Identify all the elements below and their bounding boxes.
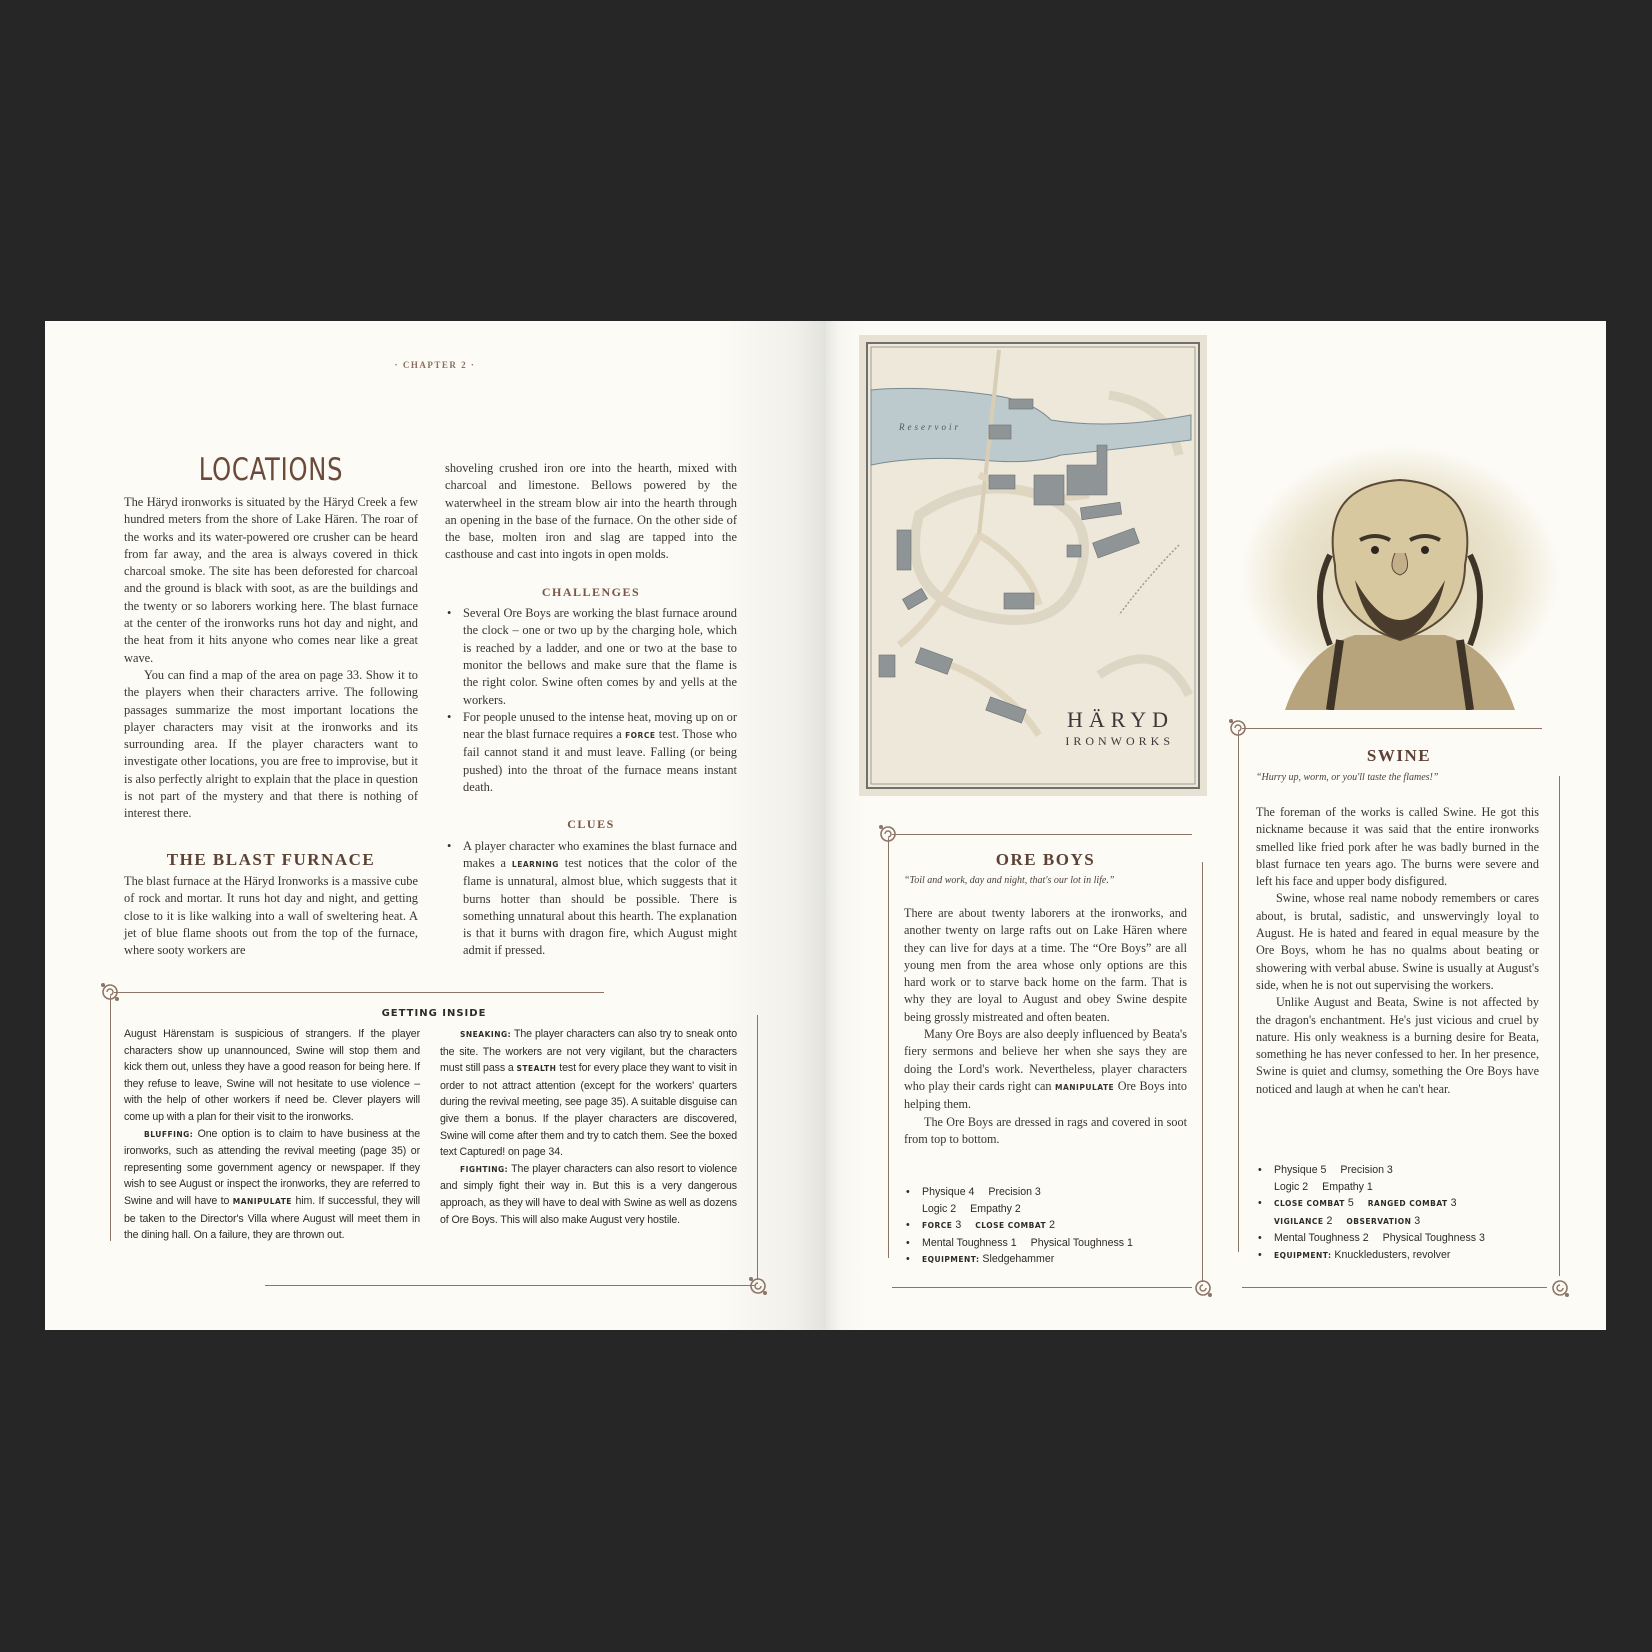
text-segment: The player characters can also resort to violence and simply fight their way in. But this is a very dangerous approach, as they will have to deal with Swine as well as dozens of Ore Boys. This will also make August very hostile. [440, 1162, 737, 1226]
map-illustration [859, 335, 1207, 796]
stat-bullet [904, 1235, 1187, 1252]
stat-value: Empathy 2 [970, 1202, 1021, 1215]
chapter-header: · CHAPTER 2 · [394, 360, 476, 370]
text-segment: The foreman of the works is called Swine. He got this nickname because it was said that the entire ironworks smelled like fried pork after he was badly burned in the blast furnace ten years ago. The burns were severe and left his face and upper body disfigured. [1256, 805, 1539, 889]
stat-value: 3 [1447, 1197, 1457, 1210]
text-segment: test. Those who fail cannot stand it and must leave. Falling (or being pushed) into the throat of the furnace means instant death. [463, 727, 737, 795]
paragraph [1256, 890, 1539, 994]
stat-value: Physique 4 [922, 1186, 975, 1198]
stat-value: Empathy 1 [1322, 1180, 1373, 1193]
paragraph [440, 1026, 737, 1161]
game-term: MANIPULATE [232, 1196, 292, 1206]
swirl-ornament-icon [98, 980, 122, 1004]
text-segment: Several Ore Boys are working the blast furnace around the clock – one or two up by the charging hole, which is reached by a ladder, and one or two at the base to monitor the bellows and make sure that the flame is the right color. Swine often comes by and yells at the workers. [463, 606, 737, 707]
paragraph [904, 1026, 1187, 1113]
stat-line [1274, 1162, 1539, 1179]
swine-box [1228, 716, 1570, 1300]
stat-bullet [904, 1251, 1187, 1269]
stat-value: Physical Toughness 3 [1382, 1232, 1485, 1245]
locations-title: LOCATIONS [198, 452, 344, 488]
stat-line [1274, 1213, 1539, 1231]
text-segment: A player character who examines the blast furnace and makes a [463, 838, 737, 870]
game-term: STEALTH [516, 1064, 557, 1074]
text-segment: One option is to claim to have business at the ironworks, such as attending the revival meeting (page 35) or representing some government agency or newspaper. If they wish to see August or inspect the ironworks, they are referred to Swine and will have to [124, 1127, 420, 1207]
stat-label: CLOSE COMBAT [975, 1221, 1047, 1231]
stat-bullet [1256, 1195, 1539, 1230]
stat-value: Mental Toughness 2 [1274, 1232, 1369, 1245]
text-segment: test for every place they want to visit in order to not attract attention (except for the workers' quarters during the revival meeting, see page 35). A suitable disguise can give them a bonus. If the player characters are discovered, Swine will come after them and try to catch them. See the boxed text Captured! on page 34. [440, 1062, 738, 1159]
paragraph: The Häryd ironworks is situated by the Häryd Creek a few hundred meters from the shore of Lake Hären. The roar of the works and its water-powered ore crusher can be heard from far away, and the area is always covered in thick charcoal smoke. The site has been deforested for charcoal and the ground is black with soot, as are the buildings and the twenty or so laborers working here. The blast furnace at the center of the ironworks runs hot day and night, and the heat from it hits anyone who comes near like a great wave. [124, 495, 418, 665]
text-segment: test notices that the color of the flame is unnatural, almost blue, which suggests that it burns hotter than should be possible. There is something unnatural about this hearth. The explanation is that it burns with dragon fire, which August might admit if pressed. [463, 855, 737, 958]
stat-line [922, 1235, 1187, 1252]
challenges-title: CHALLENGES [541, 584, 641, 599]
paragraph [904, 905, 1187, 1026]
list-item [445, 838, 737, 960]
stat-value: 5 [1344, 1197, 1354, 1210]
list-item [445, 605, 737, 709]
stat-label: CLOSE COMBAT [1274, 1199, 1345, 1209]
stat-line [1274, 1179, 1539, 1196]
stat-label: FORCE [922, 1221, 953, 1231]
paragraph: You can find a map of the area on page 33. Show it to the players when their characters arrive. The following passages summarize the most important locations the player characters may visit at the ironworks and its surrounding area. If the player characters want to investigate other locations, you are free to improvise, but it is also perfectly alright to explain that the place in question is not part of the mystery and that there is nothing of interest there. [124, 667, 418, 821]
text-segment: him. If successful, they will be taken to the Director's Villa where August will meet them in the dining hall. On a failure, they are thrown out. [124, 1194, 420, 1242]
stat-bullet [1256, 1162, 1539, 1195]
paragraph [440, 1161, 737, 1228]
paragraph [1256, 804, 1539, 890]
paragraph: The blast furnace at the Häryd Ironworks is a massive cube of rock and mortar. It runs hot day and night, and getting close to it is like walking into a wall of sweltering heat. A jet of blue flame shoots out from the top of the furnace, where sooty workers are [124, 874, 418, 958]
stat-line [1274, 1195, 1539, 1213]
stat-bullet [1256, 1230, 1539, 1247]
stat-value: Logic 2 [922, 1202, 957, 1215]
stat-value: 3 [1411, 1214, 1421, 1227]
getting-inside-col-2 [440, 1026, 737, 1228]
swirl-ornament-icon [1548, 1276, 1572, 1300]
stat-label: VIGILANCE [1274, 1216, 1324, 1226]
swine-quote: “Hurry up, worm, or you'll taste the flames!” [1256, 772, 1439, 783]
stat-value: Knuckledusters, revolver [1331, 1248, 1451, 1261]
list-item [445, 709, 737, 796]
stat-value: 2 [1323, 1214, 1333, 1227]
swine-portrait-illustration [1235, 445, 1565, 710]
getting-inside-col-1 [124, 1026, 420, 1244]
getting-inside-box [100, 980, 768, 1298]
stat-line [1274, 1230, 1539, 1247]
stat-value: Logic 2 [1274, 1180, 1309, 1193]
ironworks-map [859, 335, 1207, 796]
text-segment: For people unused to the intense heat, moving up on or near the blast furnace requires a [463, 709, 737, 742]
text-segment: The Ore Boys are dressed in rags and covered in soot from top to bottom. [904, 1114, 1187, 1146]
blast-furnace-title: THE BLAST FURNACE [166, 850, 376, 869]
blast-furnace-continued [445, 460, 737, 960]
text-segment: There are about twenty laborers at the ironworks, and another twenty on large rafts out on Lake Hären where they can live for days at a time. The “Ore Boys” are all young men from the area whose only options are this hard work or to starve back home on the farm. That is why they are loyal to August and obey Swine despite being grossly mistreated and often beaten. [904, 906, 1187, 1024]
map-water-label: Reservoir [899, 422, 961, 432]
swine-text [1256, 804, 1539, 1098]
stat-value: 3 [952, 1219, 962, 1232]
getting-inside-title: GETTING INSIDE [381, 1008, 487, 1019]
swine-stats [1256, 1162, 1539, 1265]
swirl-ornament-icon [1191, 1276, 1215, 1300]
stat-label: OBSERVATION [1346, 1216, 1412, 1226]
stat-value: Precision 3 [1340, 1164, 1393, 1176]
paragraph [124, 1026, 420, 1126]
paragraph [124, 1126, 420, 1244]
map-subtitle: IRONWORKS [1065, 734, 1174, 748]
clues-title: CLUES [567, 817, 615, 832]
stat-value: Precision 3 [988, 1186, 1041, 1198]
stat-bullet [1256, 1247, 1539, 1265]
stat-line [922, 1217, 1187, 1235]
stat-line [922, 1184, 1187, 1201]
blast-furnace-text [124, 873, 418, 959]
swirl-ornament-icon [1226, 716, 1250, 740]
stat-bullet [904, 1217, 1187, 1235]
stat-bullet [904, 1184, 1187, 1217]
swirl-ornament-icon [746, 1274, 770, 1298]
stat-label: EQUIPMENT: [922, 1255, 980, 1265]
swirl-ornament-icon [876, 822, 900, 846]
swine-title: SWINE [1366, 746, 1432, 765]
game-term: SNEAKING: [460, 1030, 512, 1039]
stat-label: EQUIPMENT: [1274, 1250, 1332, 1260]
locations-text [124, 494, 418, 823]
ore-boys-quote: “Toil and work, day and night, that's our lot in life.” [904, 875, 1115, 886]
swine-portrait [1235, 445, 1565, 710]
stat-value: Sledgehammer [979, 1253, 1055, 1266]
stat-value: Physical Toughness 1 [1030, 1236, 1133, 1249]
game-term: FIGHTING: [460, 1164, 509, 1174]
game-term: FORCE [625, 731, 656, 741]
text-segment: Many Ore Boys are also deeply influenced by Beata's fiery sermons and believe her when she says they are doing the Lord's work. Nevertheless, player characters who play their cards right can [904, 1027, 1187, 1093]
stat-value: Mental Toughness 1 [922, 1236, 1017, 1249]
stat-value: Physique 5 [1274, 1164, 1327, 1176]
ore-boys-box [878, 822, 1213, 1300]
text-segment: Ore Boys into helping them. [904, 1078, 1188, 1112]
ore-boys-stats [904, 1184, 1187, 1269]
stat-line [922, 1251, 1187, 1269]
stat-line [1274, 1247, 1539, 1265]
text-segment: The player characters can also try to sneak onto the site. The workers are not very vigilant, but the characters must still pass a [440, 1028, 737, 1075]
ore-boys-title: ORE BOYS [995, 850, 1096, 869]
text-segment: Swine, whose real name nobody remembers or cares about, is brutal, sadistic, and unswervingly loyal to August. He is hated and feared in equal measure by the Ore Boys, whom he has no qualms about beating or showering with verbal abuse. Swine is usually at August's side, when he is not out supervising the workers. [1256, 891, 1539, 992]
stat-value: 2 [1046, 1219, 1056, 1232]
paragraph [904, 1114, 1187, 1149]
paragraph: shoveling crushed iron ore into the hearth, mixed with charcoal and limestone. Bellows powered by the waterwheel in the stream blow air into the hearth through an opening in the base of the furnace. On the other side of the base, molten iron and slag are tapped into the casthouse and cast into ingots in open molds. [445, 461, 737, 562]
paragraph [1256, 994, 1539, 1098]
ore-boys-text [904, 905, 1187, 1148]
challenges-list [445, 605, 737, 796]
clues-list [445, 838, 737, 960]
game-term: BLUFFING: [144, 1129, 194, 1139]
map-title: HÄRYD [1066, 707, 1174, 732]
game-term: MANIPULATE [1055, 1082, 1115, 1092]
stat-line [922, 1201, 1187, 1218]
stat-label: RANGED COMBAT [1367, 1199, 1448, 1209]
text-segment: Unlike August and Beata, Swine is not affected by the dragon's enchantment. He's just vicious and cruel by nature. His only weakness is a burning desire for Beata, something he has never confessed to her. In her presence, Swine is quiet and clumsy, something the Ore Boys have noticed and laugh at when he can't hear. [1256, 995, 1539, 1096]
text-segment: August Härenstam is suspicious of strangers. If the player characters show up unannounced, Swine will stop them and kick them out, unless they have a good reason for being here. If they refuse to leave, Swine will not hesitate to use violence – with the help of other workers if need be. Clever players will come up with a plan for their visit to the ironworks. [124, 1028, 420, 1123]
game-term: LEARNING [511, 859, 559, 869]
